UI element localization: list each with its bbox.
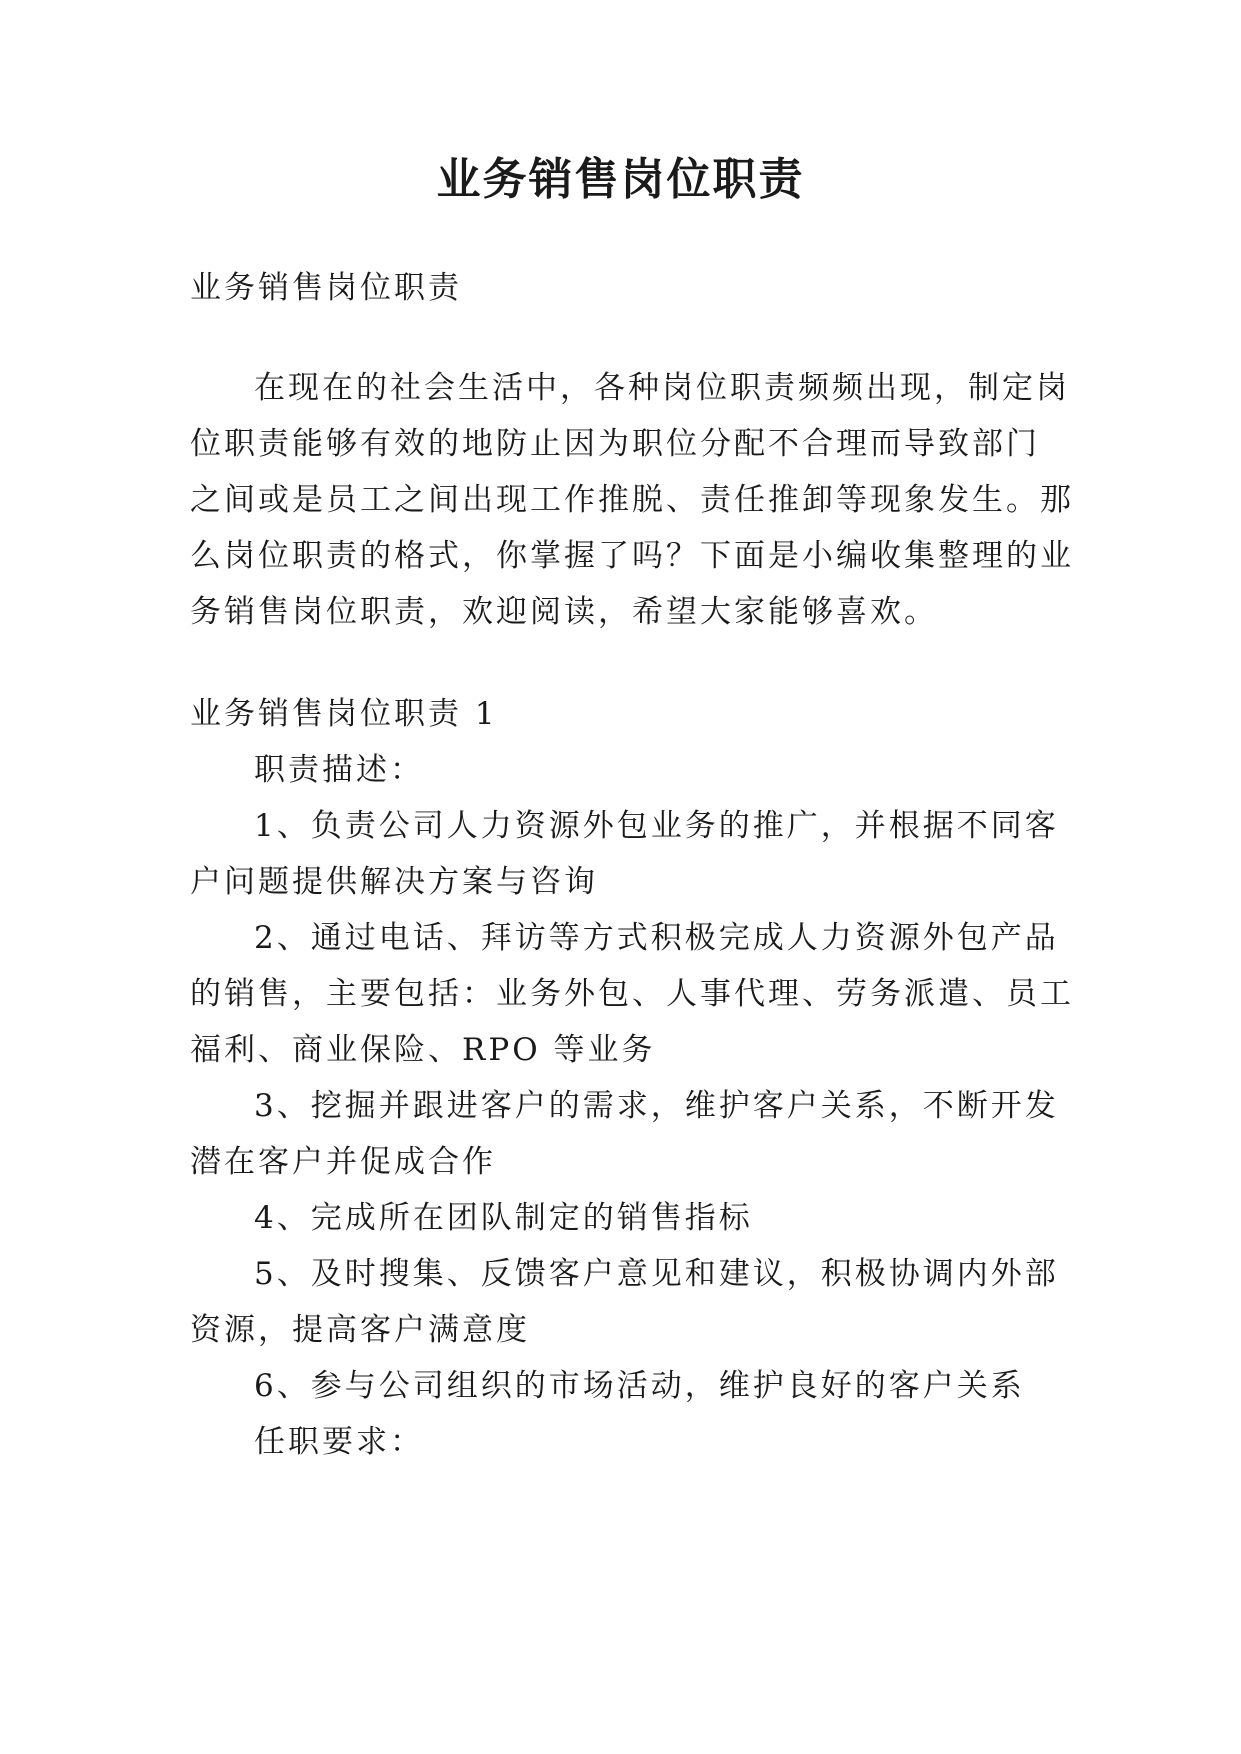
duty-item-2-cont: 的销售，主要包括：业务外包、人事代理、劳务派遣、员工 bbox=[190, 976, 1074, 1012]
document-title: 业务销售岗位职责 bbox=[436, 154, 805, 205]
requirements-label: 任职要求： bbox=[254, 1424, 424, 1460]
section-heading: 业务销售岗位职责 1 bbox=[190, 696, 498, 732]
document-subtitle: 业务销售岗位职责 bbox=[190, 270, 462, 306]
intro-line: 位职责能够有效的地防止因为职位分配不合理而导致部门 bbox=[190, 426, 1040, 462]
intro-line: 在现在的社会生活中，各种岗位职责频频出现，制定岗 bbox=[254, 370, 1070, 406]
intro-line: 务销售岗位职责，欢迎阅读，希望大家能够喜欢。 bbox=[190, 594, 938, 630]
duty-item-5: 5、及时搜集、反馈客户意见和建议，积极协调内外部 bbox=[254, 1256, 1059, 1292]
intro-line: 之间或是员工之间出现工作推脱、责任推卸等现象发生。那 bbox=[190, 482, 1074, 518]
duty-item-5-cont: 资源，提高客户满意度 bbox=[190, 1312, 530, 1348]
duty-item-3-cont: 潜在客户并促成合作 bbox=[190, 1144, 496, 1180]
duty-item-3: 3、挖掘并跟进客户的需求，维护客户关系，不断开发 bbox=[254, 1088, 1059, 1124]
duty-item-1: 1、负责公司人力资源外包业务的推广，并根据不同客 bbox=[254, 808, 1059, 844]
duty-item-2-cont: 福利、商业保险、RPO 等业务 bbox=[190, 1032, 656, 1068]
duty-item-1-cont: 户问题提供解决方案与咨询 bbox=[190, 864, 598, 900]
intro-line: 么岗位职责的格式，你掌握了吗？下面是小编收集整理的业 bbox=[190, 538, 1074, 574]
duty-item-4: 4、完成所在团队制定的销售指标 bbox=[254, 1200, 753, 1236]
duty-item-2: 2、通过电话、拜访等方式积极完成人力资源外包产品 bbox=[254, 920, 1059, 956]
duty-item-6: 6、参与公司组织的市场活动，维护良好的客户关系 bbox=[254, 1368, 1025, 1404]
duty-description-label: 职责描述： bbox=[254, 752, 424, 788]
